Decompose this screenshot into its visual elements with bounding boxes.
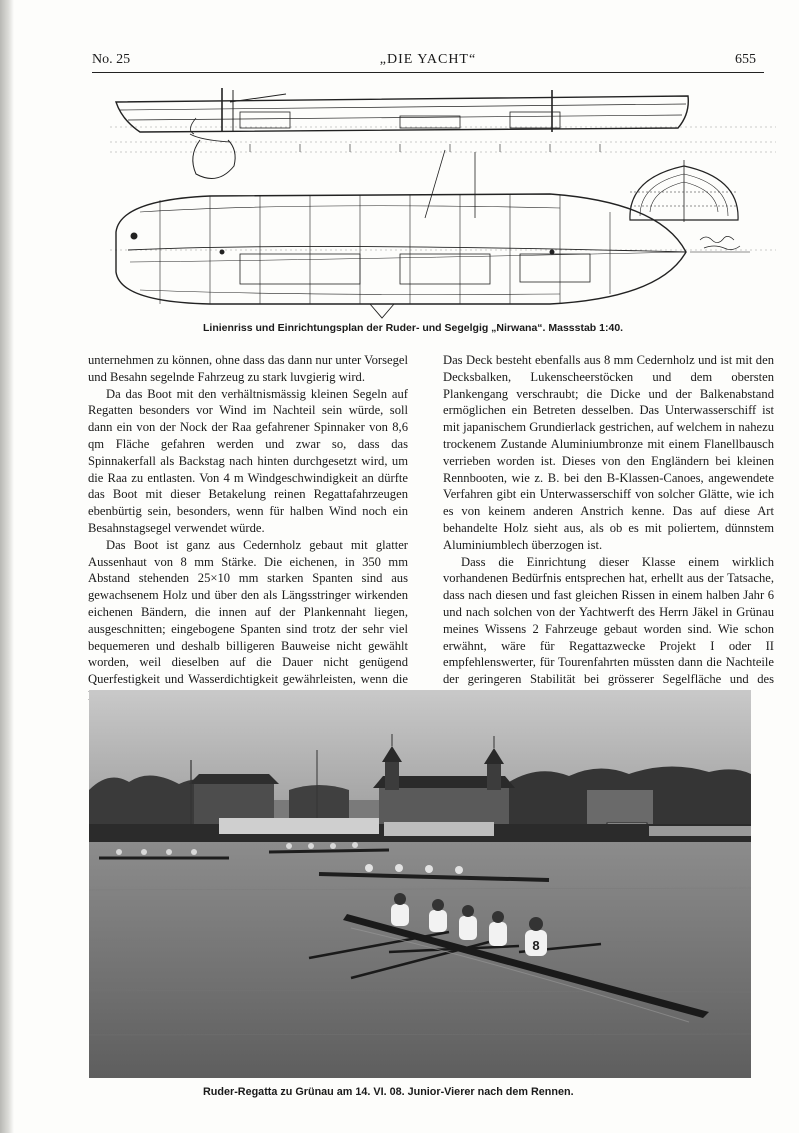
paragraph: unternehmen zu können, ohne dass das dann nur unter Vorsegel und Besahn segelnde Fahrzeug zu stark luvgierig wird. xyxy=(88,353,408,384)
paragraph: Das Deck besteht ebenfalls aus 8 mm Cedernholz und ist mit den Decksbalken, Lukenscheerstöcken und dem obersten Plankengang verschraubt; die Dicke und der Balkenabstand ermöglichen ein Betreten desselben. Das Unterwasserschiff ist mit japanischem Grundierlack gestrichen, auf welchem in nahezu trockenem Zustande Aluminiumbronze mit einem Flanellbausch verrieben worden ist. Dieses von den Engländern bei kleinen Rennbooten, wie z. B. bei den B-Klassen-Canoes, angewendete Verfahren gibt ein Unterwasserschiff von solcher Glätte, wie ich es von keinem anderen Anstrich kenne. Das auf diese Art behandelte Holz sieht aus, als ob es mit poliertem, dünnstem Aluminiumblech überzogen ist. xyxy=(443,353,774,552)
photo-caption: Ruder-Regatta zu Grünau am 14. VI. 08. Junior-Vierer nach dem Rennen. xyxy=(203,1086,574,1098)
deck-plan-hull xyxy=(116,194,686,304)
rudder xyxy=(193,140,235,179)
regatta-photo-scene xyxy=(89,690,751,1078)
regatta-photo xyxy=(89,690,751,1078)
page-spine-shadow xyxy=(0,0,14,1133)
page-header xyxy=(92,52,764,73)
paragraph: Da das Boot mit den verhältnismässig kleinen Segeln auf Regatten besonders vor Wind im Nachteil sein würde, soll dann ein von der Nock der Raa gefahrener Spinnaker von 8,6 qm Fläche gefahren werden und zwar so, dass das Spinnakerfall als Backstag nach hinten durchgesetzt wird, um die Raa zu entlasten. Von 4 m Windgeschwindigkeit an dürfte das Boot mit dieser Betakelung reinen Regattafahrzeugen ebenbürtig sein, besonders, wenn für halben Wind noch ein Besahnstagsegel verwendet würde. xyxy=(88,386,408,535)
right-column xyxy=(443,352,774,705)
issue-number: No. 25 xyxy=(92,52,131,67)
left-column xyxy=(88,352,408,705)
bow-number: 8 xyxy=(532,938,540,953)
journal-title: „DIE YACHT“ xyxy=(379,52,477,67)
boat-line-drawing xyxy=(100,82,784,322)
body-plan-sections xyxy=(630,160,738,222)
drawing-caption: Linienriss und Einrichtungsplan der Ruder- und Segelgig „Nirwana“. Massstab 1:40. xyxy=(203,322,624,334)
side-profile-hull xyxy=(116,96,688,132)
paragraph: Dass die Einrichtung dieser Klasse einem wirklich vorhandenen Bedürfnis entsprechen hat, erhellt aus der Tatsache, dass nach diesen und fast gleichen Rissen in einem halben Jahr 6 und nach solchen von der Yachtwerft des Herrn Jäkel in Grünau meines Wissens 2 Fahrzeuge gebaut worden sind. Wie schon erwähnt, wäre für Regattazwecke Projekt I oder II empfehlenswerter, für Tourenfahrten müssten dann die Nachteile der geringeren Stabilität bei grösserer Segelfläche und des xyxy=(443,554,774,687)
page-number: 655 xyxy=(735,52,756,67)
paragraph: Das Boot ist ganz aus Cedernholz gebaut mit glatter Aussenhaut von 8 mm Stärke. Die eichenen, in 350 mm Abstand stehenden 25×10 mm starken Spanten sind aus gewachsenem Holz und über den als Längsstringer wirkenden eichenen Bändern, die innen auf der Plankennaht liegen, ausgeschnitten; eingebogene Spanten sind trotz der sehr viel bequemeren und deshalb billigeren Bauweise nicht gewählt worden, weil dieselben auf die Dauer nicht genügend Querfestigkeit und Wasserdichtigkeit gewährleisten, wenn die xyxy=(88,537,408,687)
